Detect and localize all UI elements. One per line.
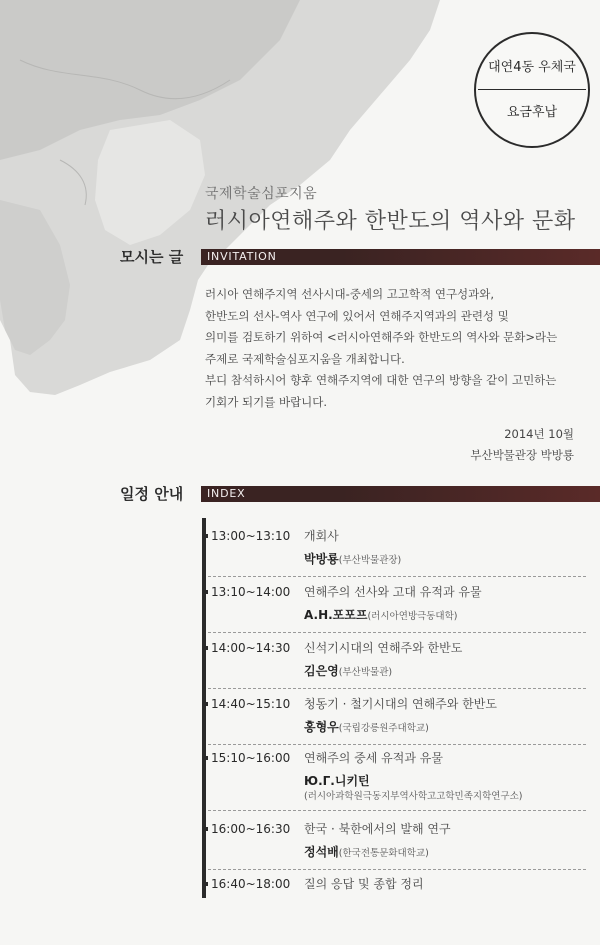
schedule-topic: 한국 · 북한에서의 발해 연구 — [304, 822, 451, 836]
invitation-paragraph: 한반도의 선사-역사 연구에 있어서 연해주지역과의 관련성 및 — [205, 308, 509, 323]
speaker-affiliation: (부산박물관) — [338, 667, 393, 678]
schedule-time: 15:10~16:00 — [211, 751, 291, 765]
invitation-bar — [201, 249, 600, 265]
schedule-divider — [208, 688, 586, 689]
schedule-divider — [208, 632, 586, 633]
invitation-body — [205, 284, 575, 413]
speaker-name: 홍형우 — [304, 720, 339, 734]
schedule-time: 16:40~18:00 — [211, 877, 291, 891]
schedule-speaker — [304, 662, 392, 681]
invitation-paragraph: 기회가 되기를 바랍니다. — [205, 394, 328, 409]
event-eyebrow: 국제학술심포지움 — [205, 186, 318, 202]
stamp-office: 대연4동 우체국 — [488, 60, 576, 75]
speaker-affiliation: (국립강릉원주대학교) — [338, 723, 429, 734]
speaker-affiliation: (러시아과학원극동지부역사학고고학민족지학연구소) — [304, 791, 523, 802]
stamp-divider — [478, 89, 586, 90]
bullet-dot — [204, 756, 208, 760]
schedule-topic: 청동기 · 철기시대의 연해주와 한반도 — [304, 697, 497, 711]
schedule-divider — [208, 869, 586, 870]
event-title: 러시아연해주와 한반도의 역사와 문화 — [205, 209, 576, 234]
speaker-affiliation: (부산박물관장) — [338, 555, 402, 566]
invitation-label: 모시는 글 — [120, 248, 184, 266]
schedule-header — [0, 484, 600, 504]
schedule-topic: 연해주의 중세 유적과 유물 — [304, 751, 443, 765]
schedule-divider — [208, 744, 586, 745]
bullet-dot — [204, 827, 208, 831]
invitation-signature: 부산박물관장 박방룡 — [470, 448, 574, 462]
invitation-tag: INVITATION — [207, 250, 277, 263]
schedule-time: 13:10~14:00 — [211, 585, 291, 599]
schedule-divider — [208, 576, 586, 577]
schedule-topic: 신석기시대의 연해주와 한반도 — [304, 641, 463, 655]
speaker-affiliation: (한국전통문화대학교) — [338, 848, 429, 859]
stamp-postage: 요금후납 — [506, 105, 558, 120]
speaker-affiliation: (러시아연방극동대학) — [367, 611, 458, 622]
invitation-date: 2014년 10월 — [504, 427, 574, 441]
bullet-dot — [204, 882, 208, 886]
schedule-speaker — [304, 718, 429, 737]
schedule-time: 16:00~16:30 — [211, 822, 291, 836]
invitation-paragraph: 의미를 검토하기 위하여 <러시아연해주와 한반도의 역사와 문화>라는 — [205, 330, 558, 344]
schedule-time: 14:00~14:30 — [211, 641, 291, 655]
speaker-name: A.H.포포프 — [304, 608, 368, 622]
schedule-topic: 연해주의 선사와 고대 유적과 유물 — [304, 585, 482, 599]
schedule-timeline — [202, 518, 206, 898]
schedule-speaker — [304, 843, 429, 862]
speaker-name: 김은영 — [304, 664, 339, 678]
schedule-time: 13:00~13:10 — [211, 529, 291, 543]
schedule-topic: 질의 응답 및 종합 정리 — [304, 877, 424, 891]
speaker-name: Ю.Г.니키틴 — [304, 774, 370, 788]
invitation-paragraph: 주제로 국제학술심포지움을 개최합니다. — [205, 351, 405, 366]
bullet-dot — [204, 702, 208, 706]
schedule-speaker — [304, 606, 457, 625]
speaker-name: 박방룡 — [304, 552, 339, 566]
schedule-label: 일정 안내 — [120, 485, 184, 503]
bullet-dot — [204, 590, 208, 594]
bullet-dot — [204, 646, 208, 650]
invitation-paragraph: 부디 참석하시어 향후 연해주지역에 대한 연구의 방향을 같이 고민하는 — [205, 373, 557, 387]
speaker-name: 정석배 — [304, 845, 339, 859]
invitation-paragraph: 러시아 연해주지역 선사시대-중세의 고고학적 연구성과와, — [205, 287, 495, 301]
invitation-header — [0, 247, 600, 267]
schedule-speaker — [304, 550, 401, 569]
schedule-tag: INDEX — [207, 487, 246, 500]
schedule-divider — [208, 810, 586, 811]
schedule-topic: 개회사 — [304, 529, 339, 543]
bullet-dot — [204, 534, 208, 538]
postmark-stamp — [474, 32, 590, 148]
schedule-bar — [201, 486, 600, 502]
schedule-time: 14:40~15:10 — [211, 697, 291, 711]
